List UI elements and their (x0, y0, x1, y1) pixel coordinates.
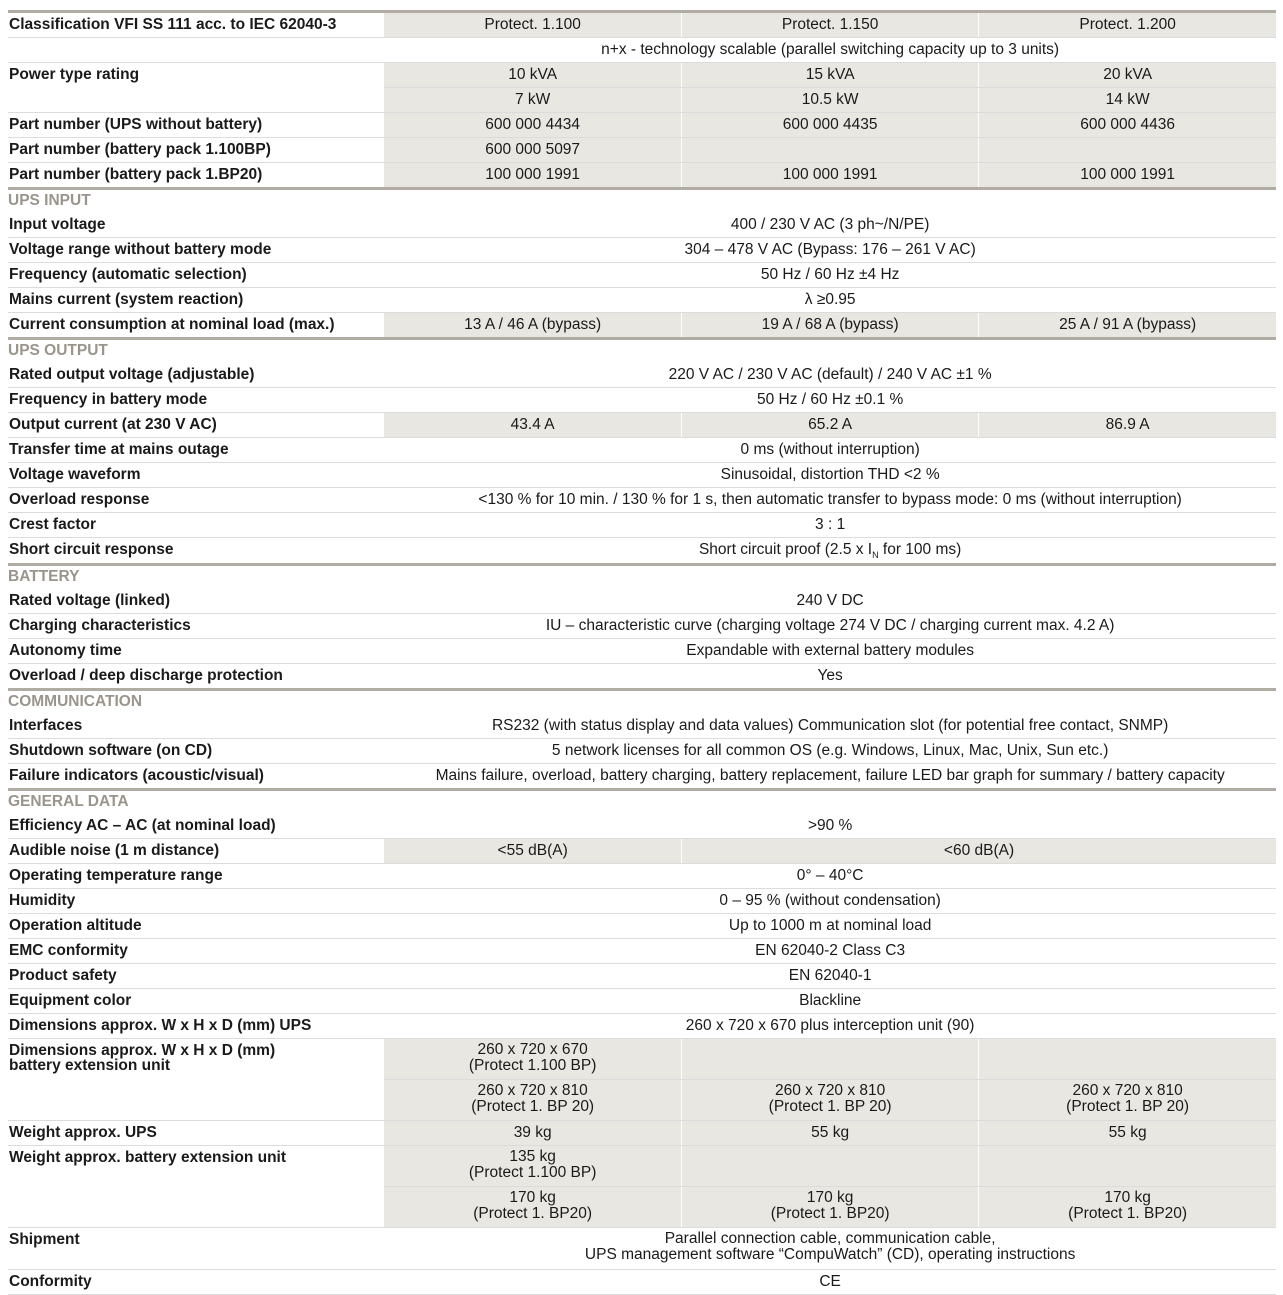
row-dim-ups (8, 1014, 1276, 1039)
row-altitude (8, 914, 1276, 939)
label-short-circuit: Short circuit response (8, 538, 384, 565)
value-model-1: Protect. 1.100 (384, 12, 681, 38)
row-voltage-waveform (8, 463, 1276, 488)
value-kva-3: 20 kVA (979, 63, 1276, 88)
section-title-output: UPS OUTPUT (8, 339, 1276, 363)
value-weight-ups-3: 55 kg (979, 1121, 1276, 1146)
label-dim-bat-line-1: Dimensions approx. W x H x D (mm) (9, 1042, 276, 1060)
value-output-current-3: 86.9 A (979, 413, 1276, 438)
row-charging (8, 614, 1276, 639)
spec-table (8, 10, 1276, 1295)
row-shipment (8, 1228, 1276, 1270)
label-overload-response: Overload response (8, 488, 384, 513)
row-safety (8, 964, 1276, 989)
label-transfer-time: Transfer time at mains outage (8, 438, 384, 463)
value-frequency-auto: 50 Hz / 60 Hz ±4 Hz (384, 263, 1276, 288)
row-input-voltage (8, 213, 1276, 238)
label-op-temp: Operating temperature range (8, 864, 384, 889)
value-shutdown-software: 5 network licenses for all common OS (e.g. Windows, Linux, Mac, Unix, Sun etc.) (384, 739, 1276, 764)
value-voltage-range: 304 – 478 V AC (Bypass: 176 – 261 V AC) (384, 238, 1276, 263)
label-interfaces: Interfaces (8, 714, 384, 739)
label-crest-factor: Crest factor (8, 513, 384, 538)
row-op-temp (8, 864, 1276, 889)
row-conformity (8, 1270, 1276, 1295)
label-altitude: Operation altitude (8, 914, 384, 939)
section-general-data (8, 790, 1276, 814)
label-humidity: Humidity (8, 889, 384, 914)
value-model-3: Protect. 1.200 (979, 12, 1276, 38)
value-rated-output-voltage: 220 V AC / 230 V AC (default) / 240 V AC ±1 % (384, 363, 1276, 388)
row-short-circuit (8, 538, 1276, 565)
label-part-ups: Part number (UPS without battery) (8, 113, 384, 138)
value-kva-2: 15 kVA (682, 63, 979, 88)
value-overload-response: <130 % for 10 min. / 130 % for 1 s, then automatic transfer to bypass mode: 0 ms (without interruption) (384, 488, 1276, 513)
label-mains-current: Mains current (system reaction) (8, 288, 384, 313)
dim-bat-a1-line-1: 260 x 720 x 670 (477, 1041, 588, 1059)
section-ups-input (8, 189, 1276, 213)
value-current-consumption-1: 13 A / 46 A (bypass) (384, 313, 681, 339)
label-safety: Product safety (8, 964, 384, 989)
row-noise (8, 839, 1276, 864)
label-weight-ups: Weight approx. UPS (8, 1121, 384, 1146)
value-frequency-battery: 50 Hz / 60 Hz ±0.1 % (384, 388, 1276, 413)
value-weight-ups-1: 39 kg (384, 1121, 681, 1146)
value-part-ups-3: 600 000 4436 (979, 113, 1276, 138)
value-current-consumption-3: 25 A / 91 A (bypass) (979, 313, 1276, 339)
dim-bat-b3-line-1: 260 x 720 x 810 (1072, 1082, 1183, 1100)
label-overload-deep: Overload / deep discharge protection (8, 664, 384, 690)
value-altitude: Up to 1000 m at nominal load (384, 914, 1276, 939)
weight-bat-b2-line-2: (Protect 1. BP20) (770, 1205, 890, 1223)
label-efficiency: Efficiency AC – AC (at nominal load) (8, 814, 384, 839)
row-part-bp (8, 138, 1276, 163)
value-part-bp20-1: 100 000 1991 (384, 163, 681, 189)
dim-bat-b1-line-1: 260 x 720 x 810 (477, 1082, 588, 1100)
value-safety: EN 62040-1 (384, 964, 1276, 989)
label-dim-bat-line-2: battery extension unit (9, 1057, 171, 1075)
row-weight-bat-a (8, 1146, 1276, 1187)
label-frequency-auto: Frequency (automatic selection) (8, 263, 384, 288)
value-weight-bat-b1 (384, 1187, 681, 1228)
value-mains-current: λ ≥0.95 (384, 288, 1276, 313)
row-scalable (8, 38, 1276, 63)
label-shutdown-software: Shutdown software (on CD) (8, 739, 384, 764)
section-communication (8, 690, 1276, 714)
value-transfer-time: 0 ms (without interruption) (384, 438, 1276, 463)
value-charging: IU – characteristic curve (charging voltage 274 V DC / charging current max. 4.2 A) (384, 614, 1276, 639)
value-color: Blackline (384, 989, 1276, 1014)
value-dim-bat-b2 (682, 1080, 979, 1121)
value-model-2: Protect. 1.150 (682, 12, 979, 38)
row-overload-deep (8, 664, 1276, 690)
weight-bat-a1-line-2: (Protect 1.100 BP) (468, 1164, 597, 1182)
label-classification: Classification VFI SS 111 acc. to IEC 62040-3 (8, 12, 384, 38)
label-output-current: Output current (at 230 V AC) (8, 413, 384, 438)
dim-bat-b2-line-1: 260 x 720 x 810 (774, 1082, 886, 1100)
value-dim-bat-b3 (979, 1080, 1276, 1121)
value-humidity: 0 – 95 % (without condensation) (384, 889, 1276, 914)
weight-bat-b1-line-2: (Protect 1. BP20) (473, 1205, 593, 1223)
value-weight-bat-b3 (979, 1187, 1276, 1228)
value-autonomy: Expandable with external battery modules (384, 639, 1276, 664)
value-dim-bat-a1 (384, 1039, 681, 1080)
label-color: Equipment color (8, 989, 384, 1014)
row-crest-factor (8, 513, 1276, 538)
weight-bat-a1-line-1: 135 kg (509, 1148, 556, 1166)
label-voltage-waveform: Voltage waveform (8, 463, 384, 488)
value-output-current-1: 43.4 A (384, 413, 681, 438)
value-part-ups-2: 600 000 4435 (682, 113, 979, 138)
label-failure-indicators: Failure indicators (acoustic/visual) (8, 764, 384, 790)
short-circuit-text-post: for 100 ms) (878, 541, 962, 558)
value-voltage-waveform: Sinusoidal, distortion THD <2 % (384, 463, 1276, 488)
row-power-kva (8, 63, 1276, 88)
label-emc: EMC conformity (8, 939, 384, 964)
section-ups-output (8, 339, 1276, 363)
row-frequency-battery (8, 388, 1276, 413)
section-title-general: GENERAL DATA (8, 790, 1276, 814)
value-conformity: CE (384, 1270, 1276, 1295)
label-part-bp20: Part number (battery pack 1.BP20) (8, 163, 384, 189)
row-current-consumption (8, 313, 1276, 339)
value-efficiency: >90 % (384, 814, 1276, 839)
label-current-consumption: Current consumption at nominal load (max.) (8, 313, 384, 339)
row-rated-output-voltage (8, 363, 1276, 388)
dim-bat-b3-line-2: (Protect 1. BP 20) (1066, 1098, 1190, 1116)
label-frequency-battery: Frequency in battery mode (8, 388, 384, 413)
row-dim-bat-a (8, 1039, 1276, 1080)
value-kw-2: 10.5 kW (682, 88, 979, 113)
label-rated-voltage-linked: Rated voltage (linked) (8, 589, 384, 614)
value-shipment (384, 1228, 1276, 1270)
value-emc: EN 62040-2 Class C3 (384, 939, 1276, 964)
label-autonomy: Autonomy time (8, 639, 384, 664)
value-input-voltage: 400 / 230 V AC (3 ph~/N/PE) (384, 213, 1276, 238)
shipment-line-1: Parallel connection cable, communication cable, (664, 1230, 996, 1248)
row-failure-indicators (8, 764, 1276, 790)
label-input-voltage: Input voltage (8, 213, 384, 238)
value-part-bp20-3: 100 000 1991 (979, 163, 1276, 189)
short-circuit-text-pre: Short circuit proof (2.5 x I (698, 541, 873, 558)
row-mains-current (8, 288, 1276, 313)
value-current-consumption-2: 19 A / 68 A (bypass) (682, 313, 979, 339)
section-title-input: UPS INPUT (8, 189, 1276, 213)
row-output-current (8, 413, 1276, 438)
row-autonomy (8, 639, 1276, 664)
row-shutdown-software (8, 739, 1276, 764)
label-weight-bat: Weight approx. battery extension unit (8, 1146, 384, 1228)
row-voltage-range (8, 238, 1276, 263)
label-noise: Audible noise (1 m distance) (8, 839, 384, 864)
dim-bat-b1-line-2: (Protect 1. BP 20) (471, 1098, 595, 1116)
row-rated-voltage-linked (8, 589, 1276, 614)
weight-bat-b3-line-1: 170 kg (1104, 1189, 1151, 1207)
label-shipment: Shipment (8, 1228, 384, 1270)
weight-bat-b1-line-1: 170 kg (509, 1189, 556, 1207)
label-charging: Charging characteristics (8, 614, 384, 639)
row-weight-ups (8, 1121, 1276, 1146)
value-crest-factor: 3 : 1 (384, 513, 1276, 538)
value-weight-ups-2: 55 kg (682, 1121, 979, 1146)
row-frequency-auto (8, 263, 1276, 288)
row-transfer-time (8, 438, 1276, 463)
row-interfaces (8, 714, 1276, 739)
value-kw-3: 14 kW (979, 88, 1276, 113)
row-emc (8, 939, 1276, 964)
dim-bat-a1-line-2: (Protect 1.100 BP) (468, 1057, 597, 1075)
row-classification (8, 12, 1276, 38)
value-dim-bat-b1 (384, 1080, 681, 1121)
section-title-communication: COMMUNICATION (8, 690, 1276, 714)
value-scalable: n+x - technology scalable (parallel switching capacity up to 3 units) (384, 38, 1276, 63)
value-dim-ups: 260 x 720 x 670 plus interception unit (90) (384, 1014, 1276, 1039)
dim-bat-b2-line-2: (Protect 1. BP 20) (768, 1098, 892, 1116)
row-efficiency (8, 814, 1276, 839)
value-part-bp20-2: 100 000 1991 (682, 163, 979, 189)
label-rated-output-voltage: Rated output voltage (adjustable) (8, 363, 384, 388)
value-part-ups-1: 600 000 4434 (384, 113, 681, 138)
value-short-circuit (384, 538, 1276, 565)
label-dim-ups: Dimensions approx. W x H x D (mm) UPS (8, 1014, 384, 1039)
row-humidity (8, 889, 1276, 914)
section-title-battery: BATTERY (8, 565, 1276, 589)
weight-bat-b3-line-2: (Protect 1. BP20) (1068, 1205, 1188, 1223)
label-voltage-range: Voltage range without battery mode (8, 238, 384, 263)
value-noise-23: <60 dB(A) (682, 839, 1276, 864)
weight-bat-b2-line-1: 170 kg (806, 1189, 854, 1207)
value-noise-1: <55 dB(A) (384, 839, 681, 864)
value-weight-bat-a1 (384, 1146, 681, 1187)
value-rated-voltage-linked: 240 V DC (384, 589, 1276, 614)
value-weight-bat-b2 (682, 1187, 979, 1228)
value-interfaces: RS232 (with status display and data values) Communication slot (for potential free contact, SNMP) (384, 714, 1276, 739)
row-part-bp20 (8, 163, 1276, 189)
value-kva-1: 10 kVA (384, 63, 681, 88)
section-battery (8, 565, 1276, 589)
label-dim-bat (8, 1039, 384, 1121)
row-part-ups (8, 113, 1276, 138)
value-overload-deep: Yes (384, 664, 1276, 690)
value-kw-1: 7 kW (384, 88, 681, 113)
label-conformity: Conformity (8, 1270, 384, 1295)
short-circuit-subscript: N (872, 550, 879, 561)
shipment-line-2: UPS management software “CompuWatch” (CD), operating instructions (584, 1246, 1076, 1264)
value-output-current-2: 65.2 A (682, 413, 979, 438)
label-power-type: Power type rating (8, 63, 384, 113)
label-part-bp: Part number (battery pack 1.100BP) (8, 138, 384, 163)
value-failure-indicators: Mains failure, overload, battery charging, battery replacement, failure LED bar graph for summary / battery capacity (384, 764, 1276, 790)
row-color (8, 989, 1276, 1014)
value-part-bp-1: 600 000 5097 (384, 138, 681, 163)
row-overload-response (8, 488, 1276, 513)
value-op-temp: 0° – 40°C (384, 864, 1276, 889)
